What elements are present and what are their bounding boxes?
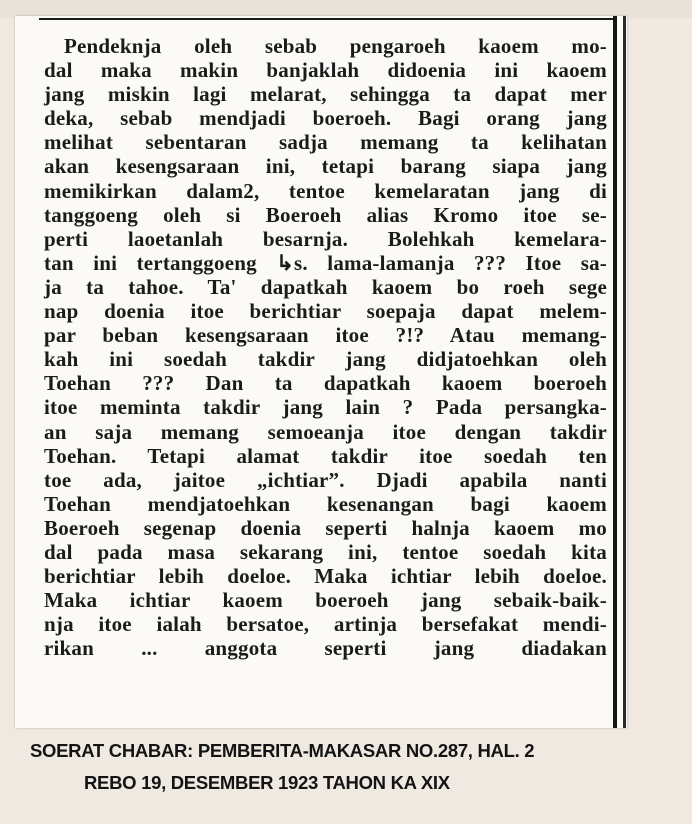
column-divider-line-outer (623, 16, 626, 728)
article-line: rikan ... anggota seperti jang diadakan (44, 636, 607, 661)
article-line: Maka ichtiar kaoem boeroeh jang sebaik-baik- (44, 588, 607, 613)
top-rule (39, 18, 615, 20)
article-line: berichtiar lebih doeloe. Maka ichtiar lebih doeloe. (44, 564, 607, 589)
article-line: kah ini soedah takdir jang didjatoehkan oleh (44, 347, 607, 372)
article-line: Toehan mendjatoehkan kesenangan bagi kaoem (44, 491, 607, 516)
article-line: tan ini tertanggoeng ↳s. lama-lamanja ??? Itoe sa- (44, 250, 607, 275)
article-line: deka, sebab mendjadi boeroeh. Bagi orang jang (44, 106, 607, 131)
article-line: nap doenia itoe berichtiar soepaja dapat melem- (44, 299, 607, 324)
article-line: tanggoeng oleh si Boeroeh alias Kromo itoe se- (44, 202, 607, 227)
article-line: melihat sebentaran sadja memang ta kelihatan (44, 130, 607, 155)
article-line: dal pada masa sekarang ini, tentoe soedah kita (44, 539, 607, 564)
article-line: ja ta tahoe. Ta' dapatkah kaoem bo roeh sege (44, 274, 607, 299)
column-divider-line (613, 16, 617, 728)
caption-source: SOERAT CHABAR: PEMBERITA-MAKASAR NO.287, HAL. 2 (30, 740, 535, 761)
caption-date: REBO 19, DESEMBER 1923 TAHON KA XIX (84, 772, 450, 793)
article-line: itoe meminta takdir jang lain ? Pada persangka- (44, 395, 607, 420)
article-line: jang miskin lagi melarat, sehingga ta dapat mer (44, 82, 607, 107)
article-line: dal maka makin banjaklah didoenia ini kaoem (44, 58, 607, 83)
article-body (44, 34, 607, 660)
article-line: Toehan ??? Dan ta dapatkah kaoem boeroeh (44, 371, 607, 396)
article-line: par beban kesengsaraan itoe ?!? Atau memang- (44, 323, 607, 348)
article-line: memikirkan dalam2, tentoe kemelaratan jang di (44, 178, 607, 203)
article-line: toe ada, jaitoe „ichtiar”. Djadi apabila nanti (44, 467, 607, 492)
article-line: akan kesengsaraan ini, tetapi barang siapa jang (44, 154, 607, 179)
article-line: Pendeknja oleh sebab pengaroeh kaoem mo- (64, 34, 607, 58)
article-line: Boeroeh segenap doenia seperti halnja kaoem mo (44, 515, 607, 540)
article-line: perti laoetanlah besarnja. Bolehkah kemelara- (44, 226, 607, 251)
article-line: nja itoe ialah bersatoe, artinja bersefakat mendi- (44, 612, 607, 637)
article-line: an saja memang semoeanja itoe dengan takdir (44, 419, 607, 444)
newspaper-clipping (15, 16, 627, 728)
article-line: Toehan. Tetapi alamat takdir itoe soedah ten (44, 443, 607, 468)
